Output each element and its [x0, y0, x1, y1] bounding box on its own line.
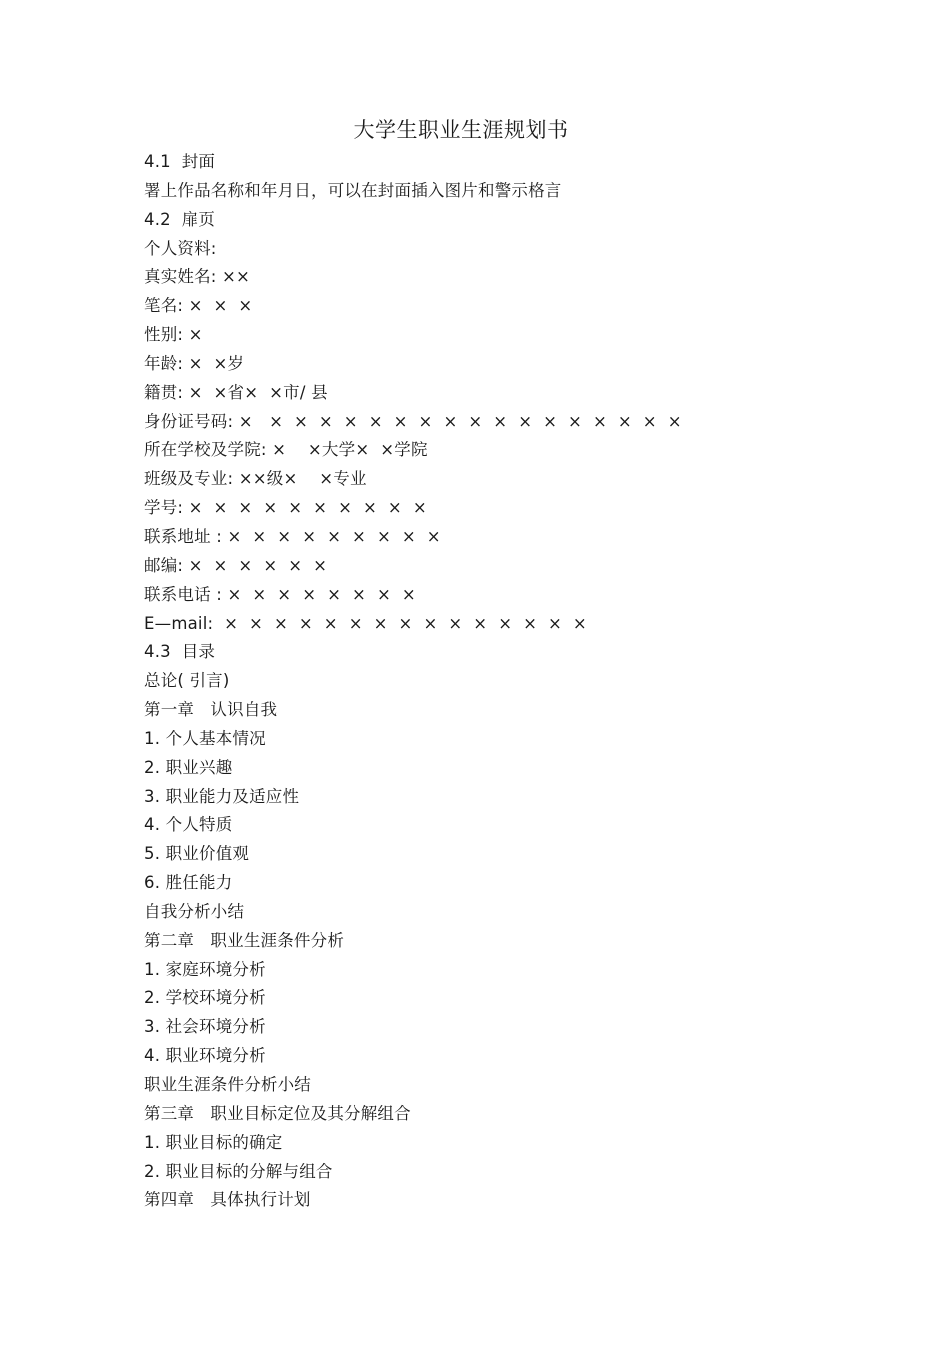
document-line: 邮编: × × × × × ×	[144, 555, 328, 575]
document-line: 笔名: × × ×	[144, 296, 253, 316]
document-line: 4. 职业环境分析	[144, 1046, 266, 1066]
document-line: 3. 社会环境分析	[144, 1017, 266, 1037]
document-line: 自我分析小结	[144, 901, 245, 921]
document-line: 第四章 具体执行计划	[144, 1190, 311, 1210]
document-line: 1. 家庭环境分析	[144, 959, 266, 979]
document-line: 总论( 引言)	[144, 671, 230, 691]
document-line: 联系地址 : × × × × × × × × ×	[144, 526, 441, 546]
document-line: 联系电话 : × × × × × × × ×	[144, 584, 416, 604]
document-line: 2. 学校环境分析	[144, 988, 266, 1008]
document-line: 年龄: × ×岁	[144, 353, 245, 373]
document-line: 个人资料:	[144, 238, 217, 258]
document-line: 1. 职业目标的确定	[144, 1132, 283, 1152]
document-title: 大学生职业生涯规划书	[353, 118, 569, 142]
document-line: 籍贯: × ×省× ×市/ 县	[144, 382, 328, 402]
document-line: 性别: ×	[144, 325, 203, 345]
document-line: 4. 个人特质	[144, 815, 233, 835]
document-line: 所在学校及学院: × ×大学× ×学院	[144, 440, 428, 460]
document-line: 1. 个人基本情况	[144, 728, 266, 748]
document-line: 真实姓名: ××	[144, 267, 251, 287]
document-line: 4.2 扉页	[144, 209, 216, 229]
document-line: 4.1 封面	[144, 152, 216, 171]
document-line: E—mail: × × × × × × × × × × × × × × ×	[144, 613, 587, 633]
document-line: 4.3 目录	[144, 642, 216, 662]
document-line: 5. 职业价值观	[144, 844, 250, 864]
document-line: 身份证号码: × × × × × × × × × × × × × × × × × ×	[144, 411, 682, 431]
document-line: 2. 职业目标的分解与组合	[144, 1161, 333, 1181]
document-line: 学号: × × × × × × × × × ×	[144, 498, 427, 518]
document-line: 第三章 职业目标定位及其分解组合	[144, 1103, 411, 1123]
document-line: 第一章 认识自我	[144, 700, 278, 720]
document-line: 职业生涯条件分析小结	[144, 1075, 311, 1094]
document-line: 署上作品名称和年月日，可以在封面插入图片和警示格言	[144, 180, 562, 200]
document-line: 6. 胜任能力	[144, 873, 233, 893]
document-line: 第二章 职业生涯条件分析	[144, 930, 345, 950]
document-line: 3. 职业能力及适应性	[144, 786, 300, 806]
document-line: 2. 职业兴趣	[144, 757, 233, 777]
document-line: 班级及专业: ××级× ×专业	[144, 469, 367, 489]
document-body	[144, 148, 864, 1215]
